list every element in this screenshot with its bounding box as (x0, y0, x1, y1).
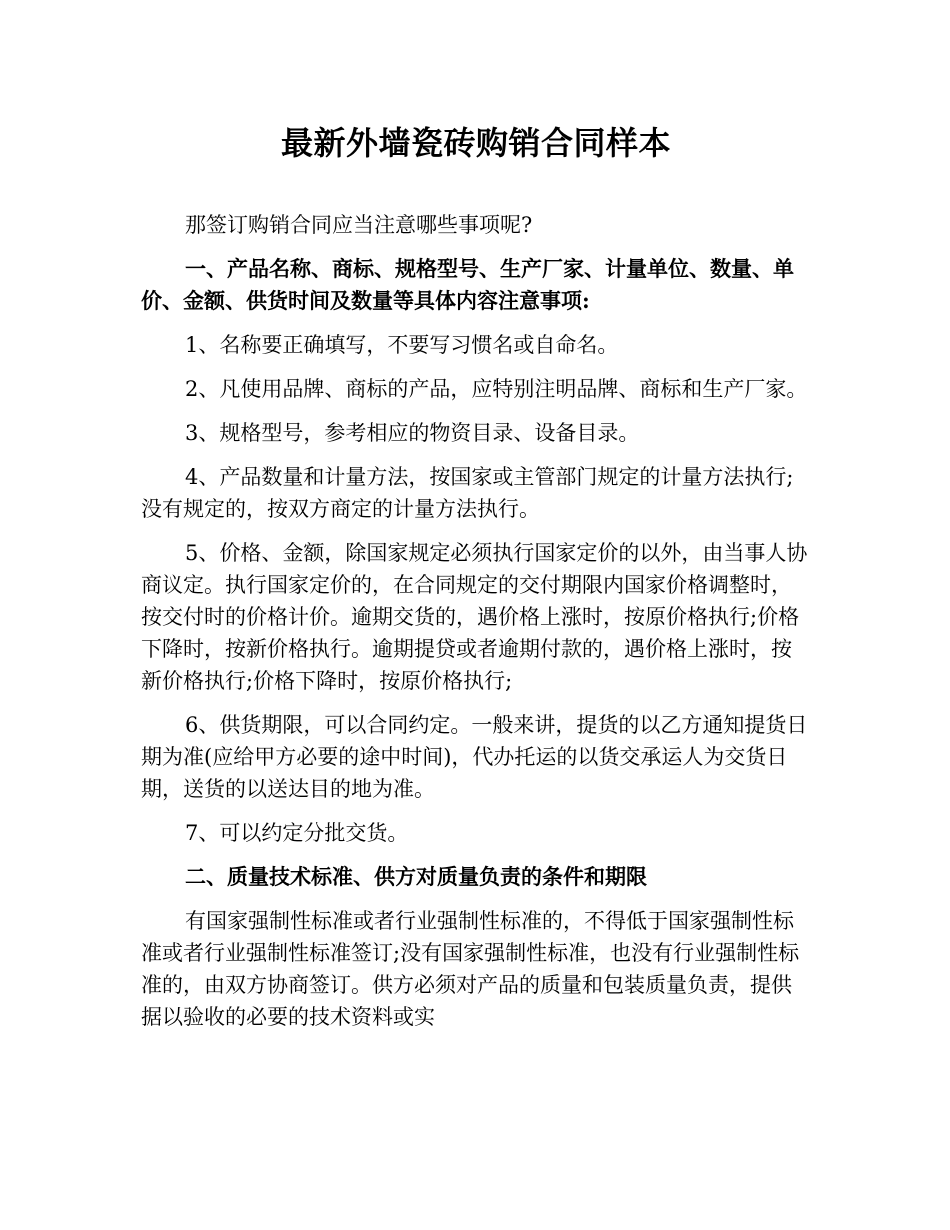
list-item: 3、规格型号，参考相应的物资目录、设备目录。 (185, 421, 640, 445)
body-paragraph: 有国家强制性标准或者行业强制性标准的，不得低于国家强制性标准或者行业强制性标准签订;没有国家强制性标准，也没有行业强制性标准的，由双方协商签订。供方必须对产品的质量和包装质量负责，提供据以验收的必要的技术资料或实 (141, 909, 800, 1029)
document-body (141, 122, 811, 1045)
list-item: 2、凡使用品牌、商标的产品，应特别注明品牌、商标和生产厂家。 (185, 377, 808, 401)
list-item: 6、供货期限，可以合同约定。一般来讲，提货的以乙方通知提货日期为准(应给甲方必要的途中时间)，代办托运的以货交承运人为交货日期，送货的以送达目的地为准。 (141, 713, 808, 801)
list-item: 1、名称要正确填写，不要写习惯名或自命名。 (185, 333, 619, 357)
intro-paragraph: 那签订购销合同应当注意哪些事项呢? (185, 213, 533, 237)
list-item: 5、价格、金额，除国家规定必须执行国家定价的以外，由当事人协商议定。执行国家定价的，在合同规定的交付期限内国家价格调整时，按交付时的价格计价。逾期交货的，遇价格上涨时，按原价格执行;价格下降时，按新价格执行。逾期提贷或者逾期付款的，遇价格上涨时，按新价格执行;价格下降时，按原价格执行; (141, 541, 808, 693)
section-heading-1: 一、产品名称、商标、规格型号、生产厂家、计量单位、数量、单价、金额、供货时间及数量等具体内容注意事项: (141, 256, 794, 313)
section-heading-2: 二、质量技术标准、供方对质量负责的条件和期限 (185, 864, 647, 889)
list-item: 7、可以约定分批交货。 (185, 821, 409, 845)
list-item: 4、产品数量和计量方法，按国家或主管部门规定的计量方法执行;没有规定的，按双方商定的计量方法执行。 (141, 465, 794, 521)
page-title: 最新外墙瓷砖购销合同样本 (280, 124, 671, 162)
